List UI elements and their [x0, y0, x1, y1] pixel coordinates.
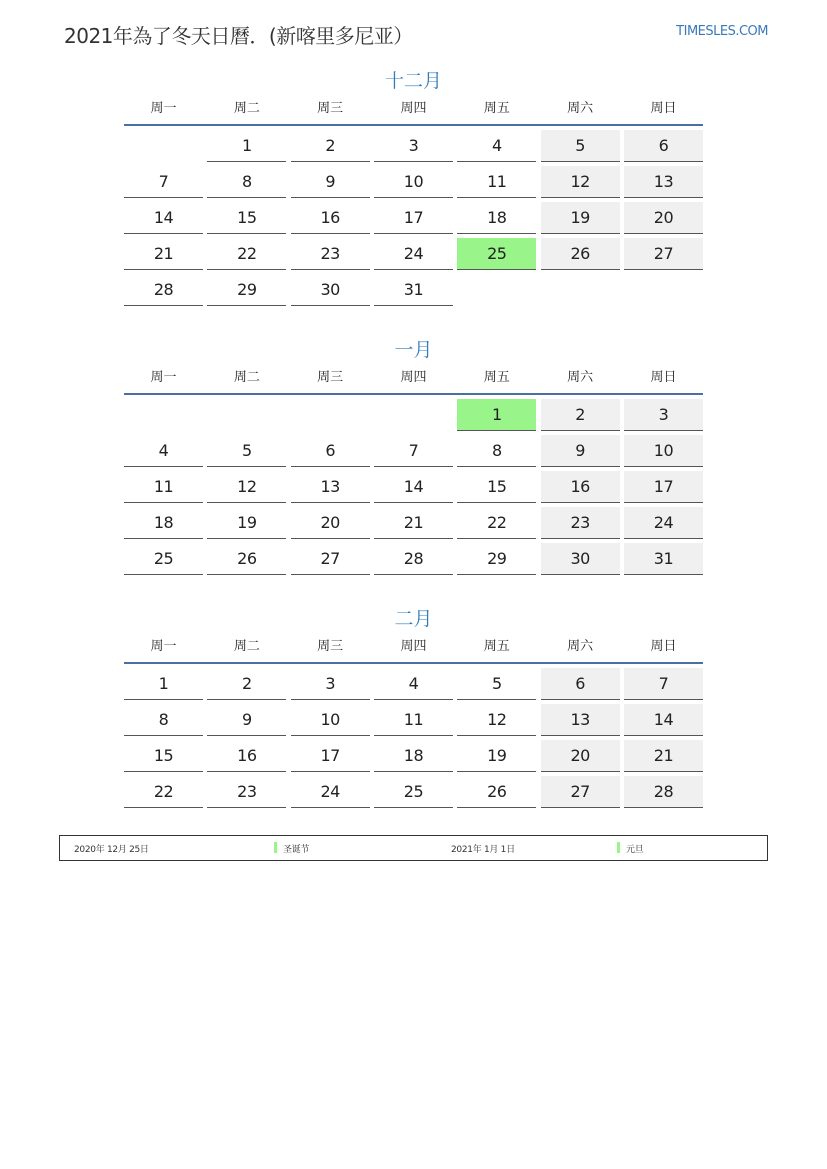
day-cell: 8 — [207, 166, 286, 198]
day-cell: 16 — [541, 471, 620, 503]
day-cell: 29 — [207, 274, 286, 306]
day-cell: 26 — [207, 543, 286, 575]
day-cell: 9 — [207, 704, 286, 736]
day-cell: 6 — [624, 130, 703, 162]
day-cell: 2 — [207, 668, 286, 700]
day-cell: 1 — [124, 668, 203, 700]
day-cell: 30 — [541, 543, 620, 575]
day-cell: 23 — [207, 776, 286, 808]
day-cell: 14 — [624, 704, 703, 736]
day-cell: 20 — [291, 507, 370, 539]
day-cell: 7 — [624, 668, 703, 700]
weekday-label: 周三 — [317, 101, 344, 116]
day-cell: 9 — [291, 166, 370, 198]
day-cell: 21 — [374, 507, 453, 539]
day-cell: 17 — [374, 202, 453, 234]
month-block — [124, 606, 703, 808]
day-cell: 18 — [457, 202, 536, 234]
day-cell: 11 — [374, 704, 453, 736]
weekday-label: 周日 — [650, 101, 677, 116]
legend-date: 2021年 1月 1日 — [451, 845, 515, 855]
day-cell: 17 — [291, 740, 370, 772]
weekday-label: 周六 — [567, 370, 594, 385]
day-cell: 23 — [291, 238, 370, 270]
day-cell: 15 — [124, 740, 203, 772]
month-title: 一月 — [394, 339, 433, 361]
holiday-day-cell: 1 — [457, 399, 536, 431]
day-cell: 26 — [541, 238, 620, 270]
weekday-label: 周一 — [150, 101, 177, 116]
weekday-label: 周四 — [400, 370, 427, 385]
day-cell: 19 — [541, 202, 620, 234]
day-cell: 11 — [124, 471, 203, 503]
day-cell: 24 — [374, 238, 453, 270]
weekday-label: 周一 — [150, 639, 177, 654]
day-cell: 24 — [291, 776, 370, 808]
day-cell: 10 — [291, 704, 370, 736]
weekday-label: 周二 — [233, 370, 260, 385]
day-cell: 28 — [374, 543, 453, 575]
day-cell: 2 — [291, 130, 370, 162]
day-cell: 9 — [541, 435, 620, 467]
day-grid — [124, 668, 703, 808]
day-cell: 15 — [207, 202, 286, 234]
weekday-label: 周三 — [317, 370, 344, 385]
day-cell: 28 — [624, 776, 703, 808]
day-cell: 4 — [457, 130, 536, 162]
day-cell: 3 — [374, 130, 453, 162]
page-title: 2021年為了冬天日曆．(新喀里多尼亚） — [64, 24, 413, 48]
empty-day-cell — [124, 399, 203, 430]
day-cell: 10 — [374, 166, 453, 198]
day-cell: 22 — [457, 507, 536, 539]
day-cell: 20 — [541, 740, 620, 772]
day-cell: 12 — [207, 471, 286, 503]
weekday-label: 周五 — [483, 370, 510, 385]
day-cell: 3 — [291, 668, 370, 700]
holiday-marker-icon — [617, 842, 620, 853]
day-cell: 23 — [541, 507, 620, 539]
weekday-header — [124, 367, 703, 395]
day-cell: 24 — [624, 507, 703, 539]
day-cell: 8 — [457, 435, 536, 467]
holiday-legend — [59, 835, 768, 861]
day-cell: 14 — [374, 471, 453, 503]
weekday-label: 周五 — [483, 639, 510, 654]
day-cell: 6 — [541, 668, 620, 700]
month-title: 十二月 — [384, 70, 442, 92]
day-cell: 31 — [374, 274, 453, 306]
day-cell: 5 — [457, 668, 536, 700]
day-cell: 17 — [624, 471, 703, 503]
day-cell: 14 — [124, 202, 203, 234]
day-cell: 3 — [624, 399, 703, 431]
day-cell: 16 — [207, 740, 286, 772]
legend-name: 元旦 — [626, 845, 644, 855]
day-cell: 4 — [374, 668, 453, 700]
weekday-label: 周六 — [567, 639, 594, 654]
day-cell: 25 — [374, 776, 453, 808]
empty-day-cell — [541, 274, 620, 305]
day-cell: 10 — [624, 435, 703, 467]
day-grid — [124, 399, 703, 575]
day-cell: 13 — [541, 704, 620, 736]
day-grid — [124, 130, 703, 306]
month-block — [124, 68, 703, 306]
day-cell: 15 — [457, 471, 536, 503]
day-cell: 20 — [624, 202, 703, 234]
day-cell: 27 — [624, 238, 703, 270]
weekday-label: 周六 — [567, 101, 594, 116]
holiday-marker-icon — [274, 842, 277, 853]
month-title: 二月 — [394, 608, 433, 630]
weekday-label: 周四 — [400, 639, 427, 654]
day-cell: 18 — [124, 507, 203, 539]
day-cell: 21 — [624, 740, 703, 772]
weekday-header — [124, 636, 703, 664]
day-cell: 4 — [124, 435, 203, 467]
day-cell: 22 — [207, 238, 286, 270]
day-cell: 7 — [124, 166, 203, 198]
weekday-header — [124, 98, 703, 126]
empty-day-cell — [624, 274, 703, 305]
day-cell: 28 — [124, 274, 203, 306]
weekday-label: 周四 — [400, 101, 427, 116]
day-cell: 30 — [291, 274, 370, 306]
empty-day-cell — [457, 274, 536, 305]
weekday-label: 周五 — [483, 101, 510, 116]
weekday-label: 周一 — [150, 370, 177, 385]
day-cell: 13 — [291, 471, 370, 503]
day-cell: 7 — [374, 435, 453, 467]
empty-day-cell — [124, 130, 203, 161]
weekday-label: 周二 — [233, 639, 260, 654]
day-cell: 2 — [541, 399, 620, 431]
month-block — [124, 337, 703, 575]
day-cell: 21 — [124, 238, 203, 270]
day-cell: 27 — [291, 543, 370, 575]
day-cell: 29 — [457, 543, 536, 575]
day-cell: 16 — [291, 202, 370, 234]
day-cell: 12 — [457, 704, 536, 736]
day-cell: 19 — [457, 740, 536, 772]
day-cell: 31 — [624, 543, 703, 575]
empty-day-cell — [207, 399, 286, 430]
day-cell: 6 — [291, 435, 370, 467]
weekday-label: 周日 — [650, 639, 677, 654]
day-cell: 27 — [541, 776, 620, 808]
empty-day-cell — [291, 399, 370, 430]
day-cell: 12 — [541, 166, 620, 198]
legend-date: 2020年 12月 25日 — [74, 845, 149, 855]
day-cell: 11 — [457, 166, 536, 198]
day-cell: 5 — [207, 435, 286, 467]
legend-name: 圣诞节 — [283, 845, 310, 855]
day-cell: 13 — [624, 166, 703, 198]
day-cell: 8 — [124, 704, 203, 736]
day-cell: 18 — [374, 740, 453, 772]
day-cell: 5 — [541, 130, 620, 162]
empty-day-cell — [374, 399, 453, 430]
day-cell: 19 — [207, 507, 286, 539]
weekday-label: 周三 — [317, 639, 344, 654]
day-cell: 26 — [457, 776, 536, 808]
day-cell: 1 — [207, 130, 286, 162]
holiday-day-cell: 25 — [457, 238, 536, 270]
weekday-label: 周二 — [233, 101, 260, 116]
day-cell: 25 — [124, 543, 203, 575]
site-link[interactable]: TIMESLES.COM — [676, 24, 768, 39]
day-cell: 22 — [124, 776, 203, 808]
weekday-label: 周日 — [650, 370, 677, 385]
